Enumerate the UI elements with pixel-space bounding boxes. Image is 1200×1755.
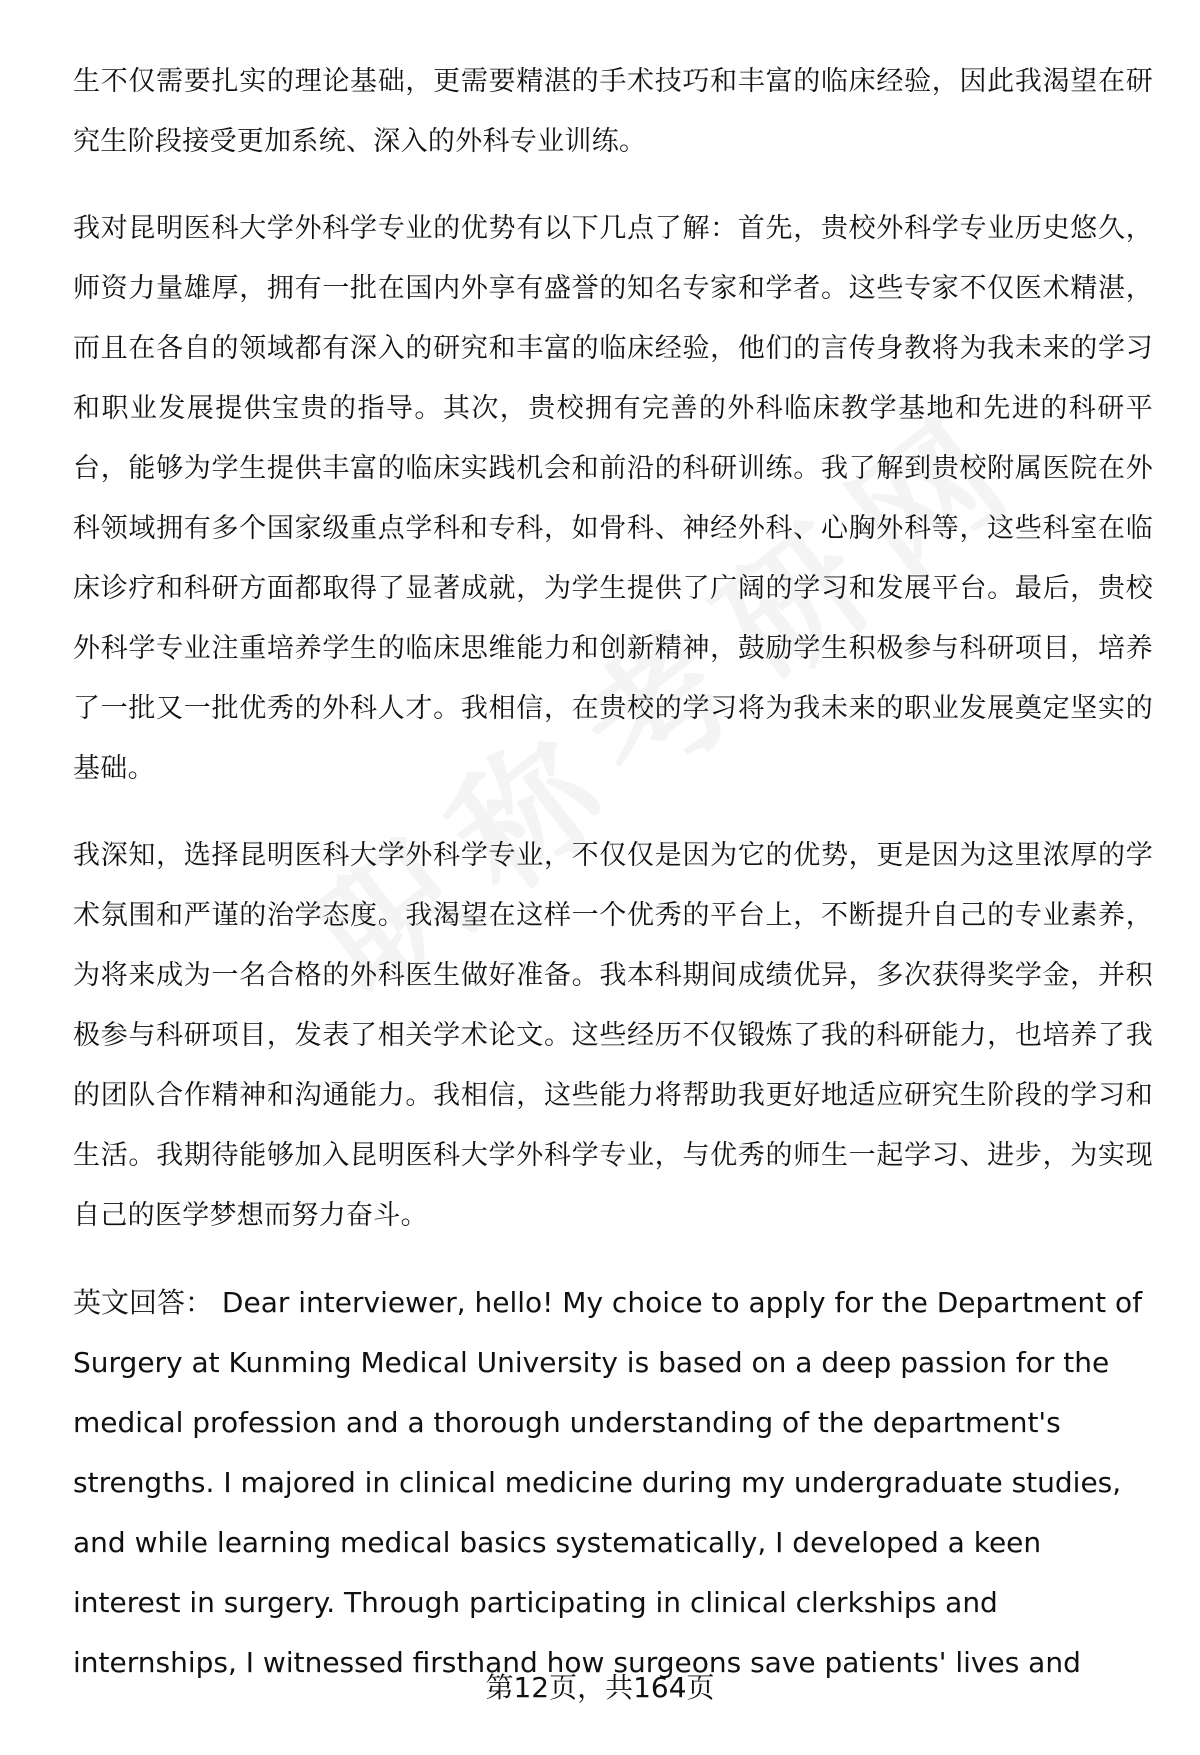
paragraph-1: 生不仅需要扎实的理论基础，更需要精湛的手术技巧和丰富的临床经验，因此我渴望在研究生阶段接受更加系统、深入的外科专业训练。 [73,66,1153,157]
paragraph-4-english-answer: 英文回答： Dear interviewer, hello! My choice to apply for the Department of Surgery at Kunming Medical University is based on a deep passion for the medical profession and a thorough understanding of the department's strengths. I majored in clinical medicine during my undergraduate studies, and while learning medical basics systematically, I developed a keen interest in surgery. Through participating in clinical clerkships and internships, I witnessed firsthand how surgeons save patients' lives and [73,1286,1143,1679]
page-number-footer: 第12页，共164页 [485,1671,715,1704]
paragraph-2: 我对昆明医科大学外科学专业的优势有以下几点了解：首先，贵校外科学专业历史悠久，师资力量雄厚，拥有一批在国内外享有盛誉的知名专家和学者。这些专家不仅医术精湛，而且在各自的领域都有深入的研究和丰富的临床经验，他们的言传身教将为我未来的学习和职业发展提供宝贵的指导。其次，贵校拥有完善的外科临床教学基地和先进的科研平台，能够为学生提供丰富的临床实践机会和前沿的科研训练。我了解到贵校附属医院在外科领域拥有多个国家级重点学科和专科，如骨科、神经外科、心胸外科等，这些科室在临床诊疗和科研方面都取得了显著成就，为学生提供了广阔的学习和发展平台。最后，贵校外科学专业注重培养学生的临床思维能力和创新精神，鼓励学生积极参与科研项目，培养了一批又一批优秀的外科人才。我相信，在贵校的学习将为我未来的职业发展奠定坚实的基础。 [73,213,1153,784]
paragraph-3: 我深知，选择昆明医科大学外科学专业，不仅仅是因为它的优势，更是因为这里浓厚的学术氛围和严谨的治学态度。我渴望在这样一个优秀的平台上，不断提升自己的专业素养，为将来成为一名合格的外科医生做好准备。我本科期间成绩优异，多次获得奖学金，并积极参与科研项目，发表了相关学术论文。这些经历不仅锻炼了我的科研能力，也培养了我的团队合作精神和沟通能力。我相信，这些能力将帮助我更好地适应研究生阶段的学习和生活。我期待能够加入昆明医科大学外科学专业，与优秀的师生一起学习、进步，为实现自己的医学梦想而努力奋斗。 [73,840,1153,1231]
document-body [73,52,1153,1720]
